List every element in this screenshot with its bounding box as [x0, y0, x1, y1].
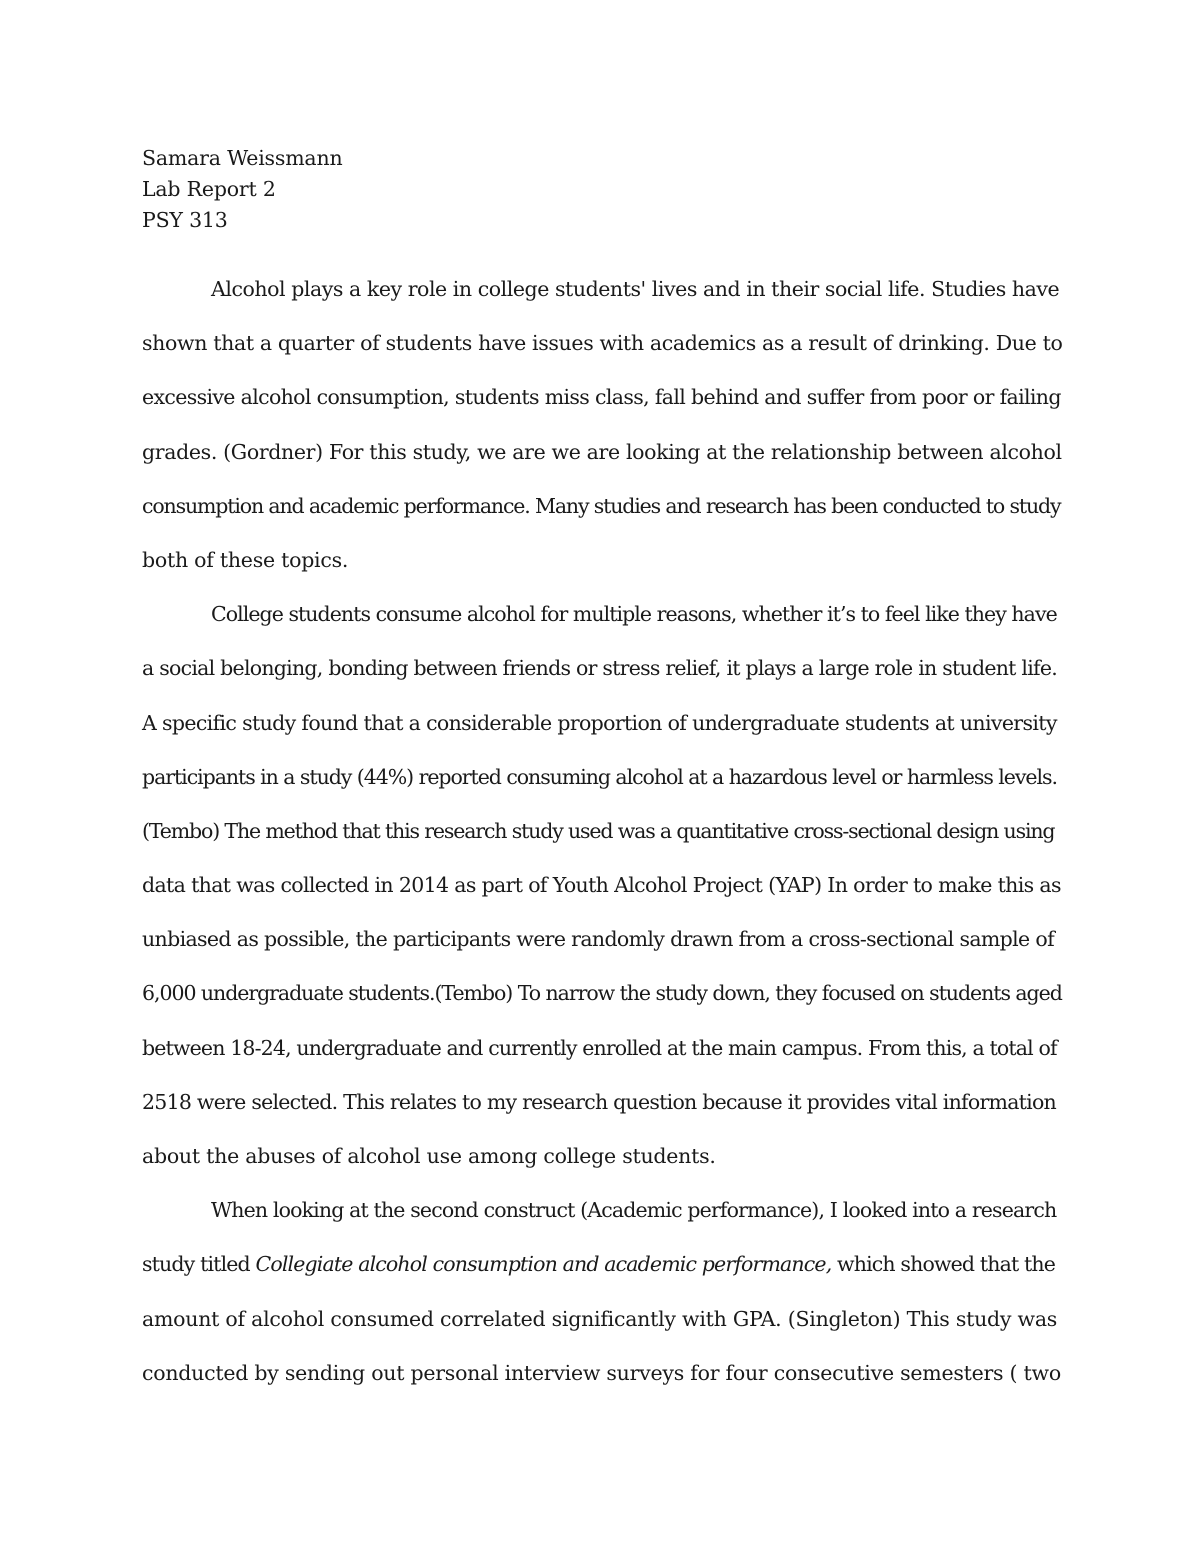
paragraph-3-line: conducted by sending out personal interview surveys for four consecutive semesters ( two	[142, 1360, 1061, 1385]
paragraph-3-line	[142, 1237, 1062, 1291]
paragraph-3-line: When looking at the second construct (Academic performance), I looked into a research	[211, 1198, 1057, 1223]
paragraph-2-line: a social belonging, bonding between friends or stress relief, it plays a large role in student life.	[142, 656, 1058, 681]
paragraph-2-line: 2518 were selected. This relates to my research question because it provides vital information	[142, 1089, 1057, 1114]
paragraph-2-line: 6,000 undergraduate students.(Tembo) To narrow the study down, they focused on students aged	[142, 981, 1062, 1006]
paragraph-2-line: A specific study found that a considerable proportion of undergraduate students at university	[142, 710, 1057, 735]
assignment-title: Lab Report 2	[142, 177, 276, 201]
document-header	[142, 143, 1062, 236]
paragraph-2-line: data that was collected in 2014 as part of Youth Alcohol Project (YAP) In order to make this as	[142, 873, 1061, 898]
line-text: study titled	[142, 1252, 256, 1277]
paragraph-2-line: (Tembo) The method that this research study used was a quantitative cross-sectional design using	[142, 818, 1055, 843]
course-code: PSY 313	[142, 208, 228, 232]
document-body	[142, 262, 1062, 1400]
author-name: Samara Weissmann	[142, 146, 343, 170]
paragraph-2-line: participants in a study (44%) reported consuming alcohol at a hazardous level or harmless levels.	[142, 764, 1057, 789]
paragraph-3-line: amount of alcohol consumed correlated significantly with GPA. (Singleton) This study was	[142, 1306, 1058, 1331]
paragraph-2-line: about the abuses of alcohol use among college students.	[142, 1144, 716, 1168]
cited-study-title: Collegiate alcohol consumption and academic performance,	[255, 1252, 832, 1277]
paragraph-2-line: unbiased as possible, the participants were randomly drawn from a cross-sectional sample of	[142, 927, 1055, 952]
line-text: which showed that the	[831, 1252, 1056, 1277]
paragraph-1-line: consumption and academic performance. Many studies and research has been conducted to study	[142, 493, 1061, 518]
paragraph-2-line: between 18-24, undergraduate and currently enrolled at the main campus. From this, a total of	[142, 1035, 1057, 1060]
paragraph-2-line: College students consume alcohol for multiple reasons, whether it’s to feel like they have	[211, 602, 1057, 627]
paragraph-1-line: excessive alcohol consumption, students miss class, fall behind and suffer from poor or failing	[142, 385, 1061, 410]
paragraph-1-line: Alcohol plays a key role in college students' lives and in their social life. Studies have	[211, 277, 1060, 301]
paragraph-1-line: shown that a quarter of students have issues with academics as a result of drinking. Due to	[142, 331, 1063, 356]
paragraph-1-line: grades. (Gordner) For this study, we are we are looking at the relationship between alcohol	[142, 439, 1062, 464]
paragraph-1-line: both of these topics.	[142, 547, 349, 572]
